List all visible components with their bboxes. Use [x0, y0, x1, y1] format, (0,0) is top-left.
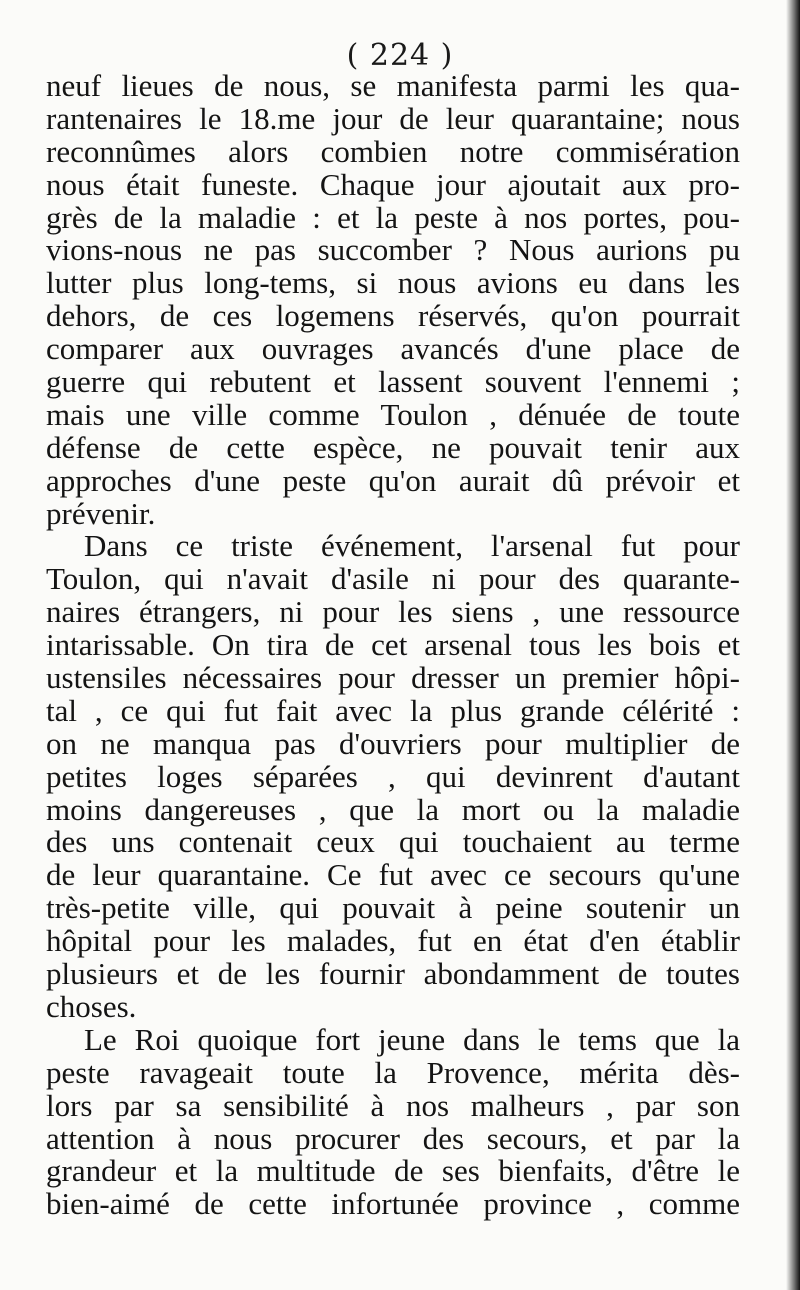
- paragraph-1: [46, 70, 740, 530]
- text-line: mais une ville comme Toulon , dénuée de toute: [46, 396, 740, 432]
- text-line: prévenir.: [46, 495, 156, 531]
- text-line: lutter plus long-tems, si nous avions eu dans les: [46, 265, 740, 301]
- text-line: Toulon, qui n'avait d'asile ni pour des quarante-: [46, 561, 740, 597]
- text-line: vions-nous ne pas succomber ? Nous aurions pu: [46, 232, 740, 268]
- text-line: hôpital pour les malades, fut en état d'en établir: [46, 923, 740, 959]
- text-line: défense de cette espèce, ne pouvait tenir aux: [46, 429, 740, 465]
- text-line: attention à nous procurer des secours, et par la: [46, 1120, 740, 1156]
- text-line: grès de la maladie : et la peste à nos portes, pou-: [46, 199, 740, 235]
- text-line: petites loges séparées , qui devinrent d'autant: [46, 758, 740, 794]
- text-line: naires étrangers, ni pour les siens , une ressource: [46, 594, 740, 630]
- text-line: on ne manqua pas d'ouvriers pour multiplier de: [46, 725, 740, 761]
- paragraph-2: [46, 530, 740, 1023]
- page-number: ( 224 ): [346, 38, 454, 73]
- text-line: comparer aux ouvrages avancés d'une place de: [46, 331, 740, 367]
- text-line: plusieurs et de les fournir abondamment de toutes: [46, 956, 740, 992]
- text-line: approches d'une peste qu'on aurait dû prévoir et: [46, 462, 740, 498]
- text-line: dehors, de ces logemens réservés, qu'on pourrait: [46, 298, 740, 334]
- text-line: ustensiles nécessaires pour dresser un premier hôpi-: [46, 660, 740, 696]
- text-line: neuf lieues de nous, se manifesta parmi les qua-: [46, 68, 740, 103]
- text-line: rantenaires le 18.me jour de leur quarantaine; nous: [46, 100, 740, 136]
- text-line: très-petite ville, qui pouvait à peine soutenir un: [46, 890, 740, 926]
- text-line: Dans ce triste événement, l'arsenal fut pour: [84, 528, 740, 564]
- text-line: choses.: [46, 988, 137, 1024]
- text-line: lors par sa sensibilité à nos malheurs , par son: [46, 1087, 740, 1123]
- text-line: des uns contenait ceux qui touchaient au terme: [46, 824, 740, 860]
- page-edge-shadow: [786, 0, 800, 1290]
- text-line: peste ravageait toute la Provence, mérita dès-: [46, 1054, 740, 1090]
- text-line: reconnûmes alors combien notre commisération: [46, 133, 740, 169]
- text-line: intarissable. On tira de cet arsenal tous les bois et: [46, 627, 740, 663]
- text-line: de leur quarantaine. Ce fut avec ce secours qu'une: [46, 857, 740, 893]
- text-line: Le Roi quoique fort jeune dans le tems que la: [84, 1021, 740, 1057]
- paragraph-3: [46, 1021, 740, 1222]
- text-line: moins dangereuses , que la mort ou la maladie: [46, 791, 740, 827]
- text-line: nous était funeste. Chaque jour ajoutait aux pro-: [46, 166, 740, 202]
- body-text: [46, 70, 740, 1221]
- text-line: bien-aimé de cette infortunée province , comme: [46, 1186, 740, 1222]
- text-line: grandeur et la multitude de ses bienfaits, d'être le: [46, 1153, 740, 1189]
- text-line: guerre qui rebutent et lassent souvent l'ennemi ;: [46, 364, 740, 400]
- text-line: tal , ce qui fut fait avec la plus grande célérité :: [46, 692, 740, 728]
